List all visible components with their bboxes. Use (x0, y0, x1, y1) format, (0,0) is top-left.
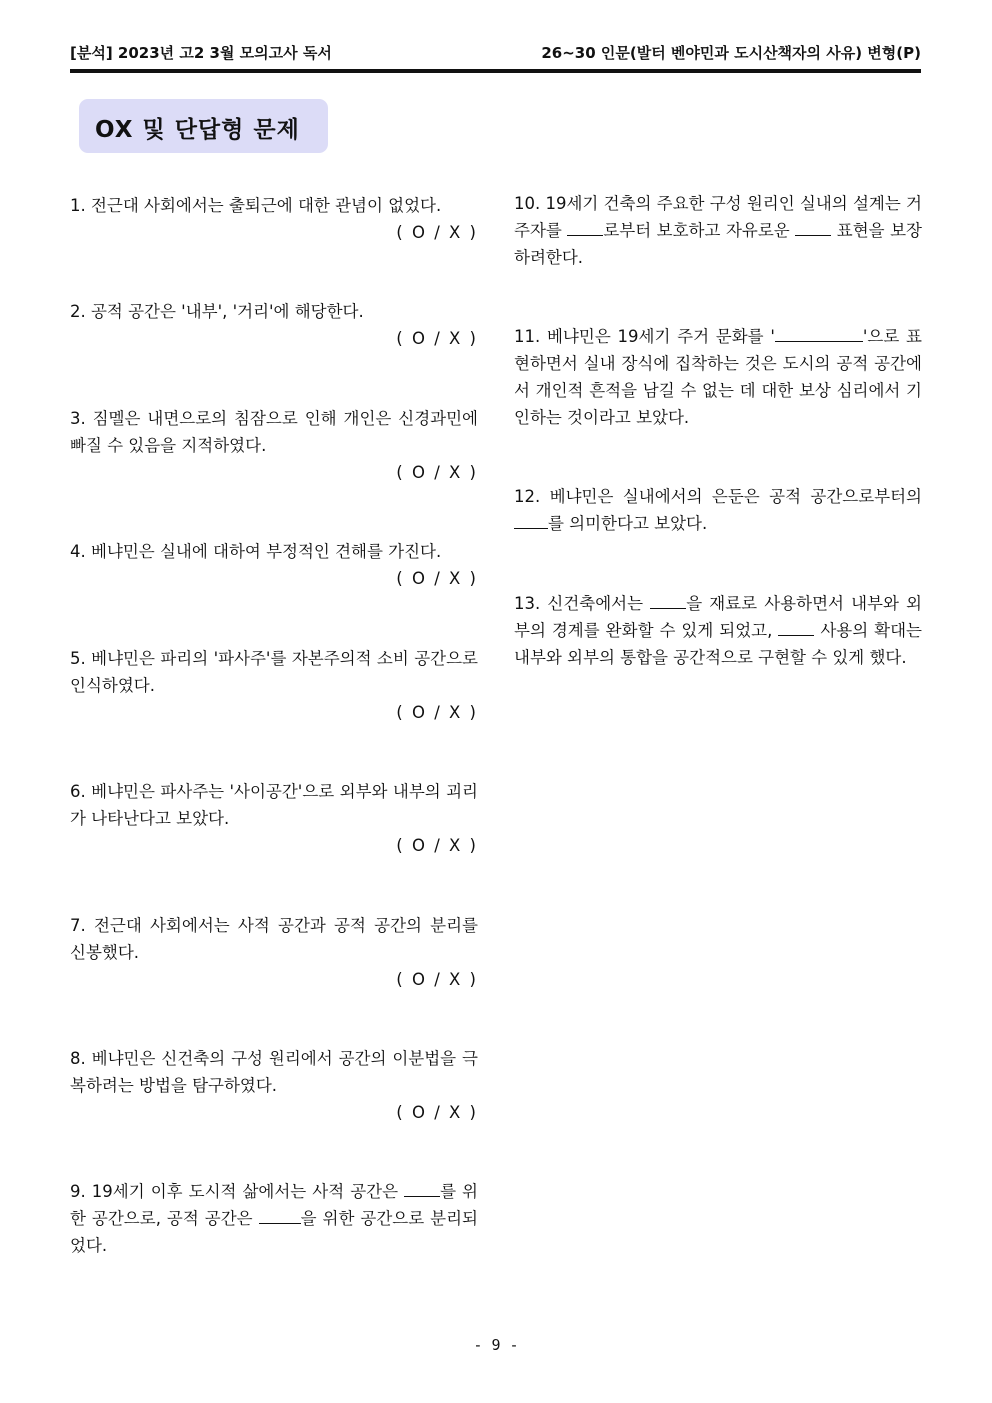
ox-answer-mark: ( O / X ) (396, 223, 478, 242)
question-text-part: 를 의미한다고 보았다. (548, 514, 708, 533)
question-text-part: '으로 표현하면서 실내 장식에 집착하는 것은 도시의 공적 공간에서 개인적 흔적을 남길 수 없는 데 대한 보상 심리에서 기인하는 것이라고 보았다. (514, 327, 922, 427)
question-text-part: 13. 신건축에서는 (514, 594, 651, 613)
question-text (514, 323, 922, 431)
question-2 (70, 298, 478, 352)
question-text: 6. 베냐민은 파사주는 '사이공간'으로 외부와 내부의 괴리가 나타난다고 보았다. (70, 782, 478, 828)
ox-answer-mark: ( O / X ) (396, 703, 478, 722)
question-8 (70, 1045, 478, 1126)
question-text-part: 10. 19세기 건축의 주요한 구성 원리인 실내의 설계는 거주자를 (514, 194, 922, 240)
question-4 (70, 538, 478, 592)
question-9 (70, 1178, 478, 1259)
answer-blank (775, 323, 863, 342)
question-13 (514, 590, 922, 671)
answer-blank (567, 217, 603, 236)
header-divider (70, 69, 921, 73)
question-11 (514, 323, 922, 431)
question-6 (70, 778, 478, 859)
question-1 (70, 192, 478, 246)
answer-blank (778, 617, 814, 636)
question-text (514, 190, 922, 271)
question-text: 5. 베냐민은 파리의 '파사주'를 자본주의적 소비 공간으로 인식하였다. (70, 649, 478, 695)
answer-blank (404, 1178, 440, 1197)
section-title: OX 및 단답형 문제 (95, 117, 300, 143)
question-7 (70, 912, 478, 993)
ox-answer-mark: ( O / X ) (396, 329, 478, 348)
page-number: - 9 - (473, 1336, 519, 1354)
question-text: 2. 공적 공간은 '내부', '거리'에 해당한다. (70, 302, 364, 321)
answer-blank (650, 590, 686, 609)
question-text (514, 590, 922, 671)
answer-blank (514, 510, 548, 529)
question-3 (70, 405, 478, 486)
question-10 (514, 190, 922, 271)
answer-blank (259, 1205, 301, 1224)
answer-blank (795, 217, 831, 236)
question-text: 7. 전근대 사회에서는 사적 공간과 공적 공간의 분리를 신봉했다. (70, 916, 478, 962)
question-text-part: 를 위한 공간으로, 공적 공간은 (70, 1182, 478, 1228)
question-text: 1. 전근대 사회에서는 출퇴근에 대한 관념이 없었다. (70, 196, 442, 215)
question-text: 4. 베냐민은 실내에 대하여 부정적인 견해를 가진다. (70, 542, 442, 561)
question-text: 8. 베냐민은 신건축의 구성 원리에서 공간의 이분법을 극복하려는 방법을 탐구하였다. (70, 1049, 478, 1095)
page-header (70, 42, 921, 66)
question-text-part: 사용의 확대는 내부와 외부의 통합을 공간적으로 구현할 수 있게 했다. (514, 621, 922, 667)
question-text-part: 11. 베냐민은 19세기 주거 문화를 ' (514, 327, 775, 346)
question-text-part: 로부터 보호하고 자유로운 (603, 221, 796, 240)
ox-answer-mark: ( O / X ) (396, 463, 478, 482)
question-5 (70, 645, 478, 726)
question-text-part: 을 위한 공간으로 분리되었다. (70, 1209, 478, 1255)
header-right-title: 26~30 인문(발터 벤야민과 도시산책자의 사유) 변형(P) (541, 44, 921, 62)
ox-answer-mark: ( O / X ) (396, 970, 478, 989)
question-text-part: 12. 베냐민은 실내에서의 은둔은 공적 공간으로부터의 (514, 487, 922, 506)
question-text (514, 483, 922, 537)
question-text: 3. 짐멜은 내면으로의 침잠으로 인해 개인은 신경과민에 빠질 수 있음을 지적하였다. (70, 409, 478, 455)
question-text-part: 9. 19세기 이후 도시적 삶에서는 사적 공간은 (70, 1182, 405, 1201)
ox-answer-mark: ( O / X ) (396, 1103, 478, 1122)
ox-answer-mark: ( O / X ) (396, 836, 478, 855)
question-text-part: 표현을 보장하려한다. (514, 221, 922, 267)
question-text (70, 1178, 478, 1259)
ox-answer-mark: ( O / X ) (396, 569, 478, 588)
question-12 (514, 483, 922, 537)
header-left-title: [분석] 2023년 고2 3월 모의고사 독서 (70, 44, 332, 62)
question-text-part: 을 재료로 사용하면서 내부와 외부의 경계를 완화할 수 있게 되었고, (514, 594, 922, 640)
section-title-box (79, 99, 328, 153)
